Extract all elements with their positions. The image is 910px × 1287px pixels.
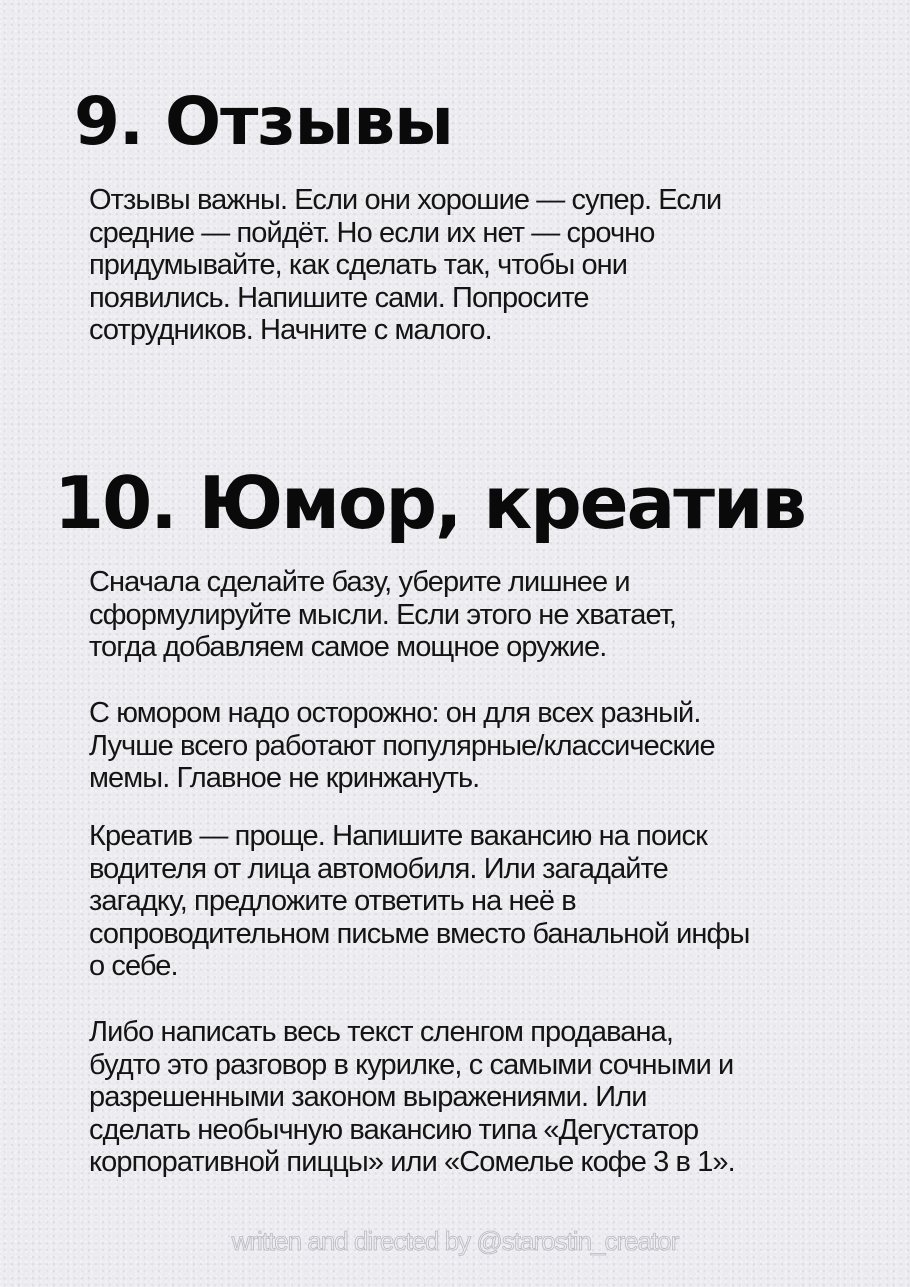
text-line: мемы. Главное не кринжануть. [89,762,480,794]
text-line: корпоративной пиццы» или «Сомелье кофе 3 в 1». [89,1146,735,1178]
section-9-paragraph [89,184,849,347]
text-line: тогда добавляем самое мощное оружие. [89,631,607,663]
text-line: сформулируйте мысли. Если этого не хватает, [89,598,677,631]
text-line: Отзывы важны. Если они хорошие — супер. Если [89,184,722,216]
text-line: о себе. [89,950,178,982]
section-10-paragraph-creative [89,820,849,983]
section-10-heading: 10. Юмор, креатив [54,461,805,545]
text-line: водителя от лица автомобиля. Или загадайте [89,852,668,885]
section-10-paragraph-base [89,566,849,664]
text-line: придумывайте, как сделать так, чтобы они [89,249,628,281]
text-line: сделать необычную вакансию типа «Дегустатор [89,1113,699,1146]
text-line: Креатив — проще. Напишите вакансию на поиск [89,820,707,852]
text-line: появились. Напишите сами. Попросите [89,281,589,314]
text-line: средние — пойдёт. Но если их нет — срочно [89,216,655,249]
text-line: Либо написать весь текст сленгом продавана, [89,1016,674,1048]
text-line: сотрудников. Начните с малого. [89,314,492,346]
text-line: разрешенными законом выражениями. Или [89,1081,647,1113]
section-9-heading: 9. Отзывы [74,83,453,160]
text-line: С юмором надо осторожно: он для всех разный. [89,697,701,729]
section-10-paragraph-humor [89,697,849,795]
text-line: Сначала сделайте базу, уберите лишнее и [89,566,630,598]
text-line: загадку, предложите ответить на неё в [89,885,576,917]
author-credit: written and directed by @starostin_creator [231,1226,679,1256]
text-line: Лучше всего работают популярные/классические [89,729,715,762]
text-line: сопроводительном письме вместо банальной инфы [89,917,750,950]
text-line: будто это разговор в курилке, с самыми сочными и [89,1048,734,1081]
section-10-paragraph-slang [89,1016,849,1179]
